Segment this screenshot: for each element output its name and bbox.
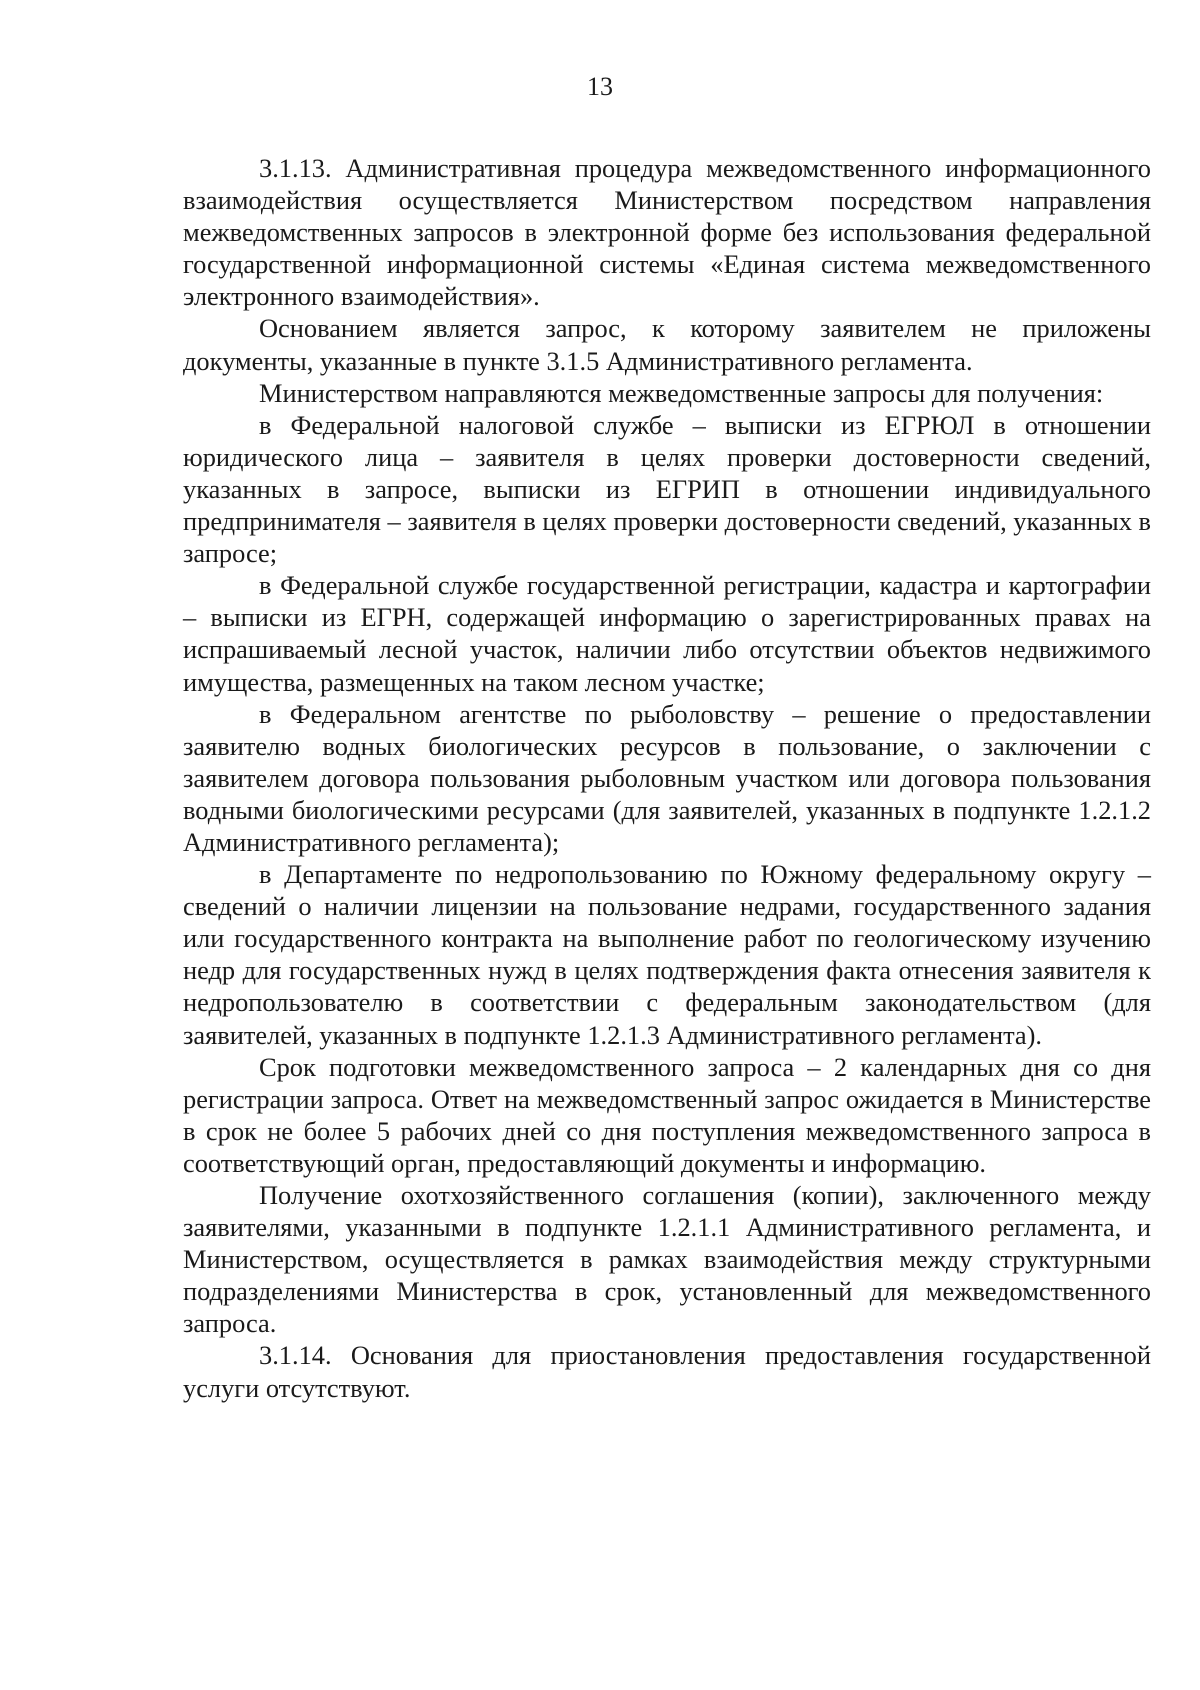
paragraph-tax-service: в Федеральной налоговой службе – выписки из ЕГРЮЛ в отношении юридического лица – заявителя в целях проверки достоверности сведений, указанных в запросе, выписки из ЕГРИП в отношении индивидуального предпринимателя – заявителя в целях проверки достоверности сведений, указанных в запросе; [183, 409, 1151, 569]
paragraph-basis: Основанием является запрос, к которому заявителем не приложены документы, указанные в пункте 3.1.5 Административного регламента. [183, 313, 1151, 376]
paragraph-requests-intro: Министерством направляются межведомственные запросы для получения: [259, 377, 1104, 408]
paragraph-3-1-14: 3.1.14. Основания для приостановления предоставления государственной услуги отсутствуют. [183, 1340, 1151, 1403]
page-number: 13 [587, 72, 613, 101]
paragraph-subsoil-department: в Департаменте по недропользованию по Южному федеральному округу – сведений о наличии лицензии на пользование недрами, государственного задания или государственного контракта на выполнение работ по геологическому изучению недр для государственных нужд в целях подтверждения факта отнесения заявителя к недропользователю в соответствии с федеральным законодательством (для заявителей, указанных в подпункте 1.2.1.3 Административного регламента). [183, 859, 1151, 1050]
paragraph-fishery-agency: в Федеральном агентстве по рыболовству – решение о предоставлении заявителю водных биологических ресурсов в пользование, о заключении с заявителем договора пользования рыболовным участком или договора пользования водными биологическими ресурсами (для заявителей, указанных в подпункте 1.2.1.2 Административного регламента); [183, 698, 1151, 857]
paragraph-hunting-agreement: Получение охотхозяйственного соглашения (копии), заключенного между заявителями, указанными в подпункте 1.2.1.1 Административного регламента, и Министерством, осуществляется в рамках взаимодействия между структурными подразделениями Министерства в срок, установленный для межведомственного запроса. [183, 1180, 1151, 1339]
paragraph-request-deadline: Срок подготовки межведомственного запроса – 2 календарных дня со дня регистрации запроса. Ответ на межведомственный запрос ожидается в Министерстве в срок не более 5 рабочих дней со дня поступления межведомственного запроса в соответствующий орган, предоставляющий документы и информацию. [183, 1051, 1151, 1178]
paragraph-registration-service: в Федеральной службе государственной регистрации, кадастра и картографии – выписки из ЕГРН, содержащей информацию о зарегистрированных правах на испрашиваемый лесной участок, наличии либо отсутствии объектов недвижимого имущества, размещенных на таком лесном участке; [183, 570, 1151, 697]
document-body [183, 152, 1151, 1404]
paragraph-3-1-13: 3.1.13. Административная процедура межведомственного информационного взаимодействия осуществляется Министерством посредством направления межведомственных запросов в электронной форме без использования федеральной государственной информационной системы «Единая система межведомственного электронного взаимодействия». [183, 153, 1151, 312]
